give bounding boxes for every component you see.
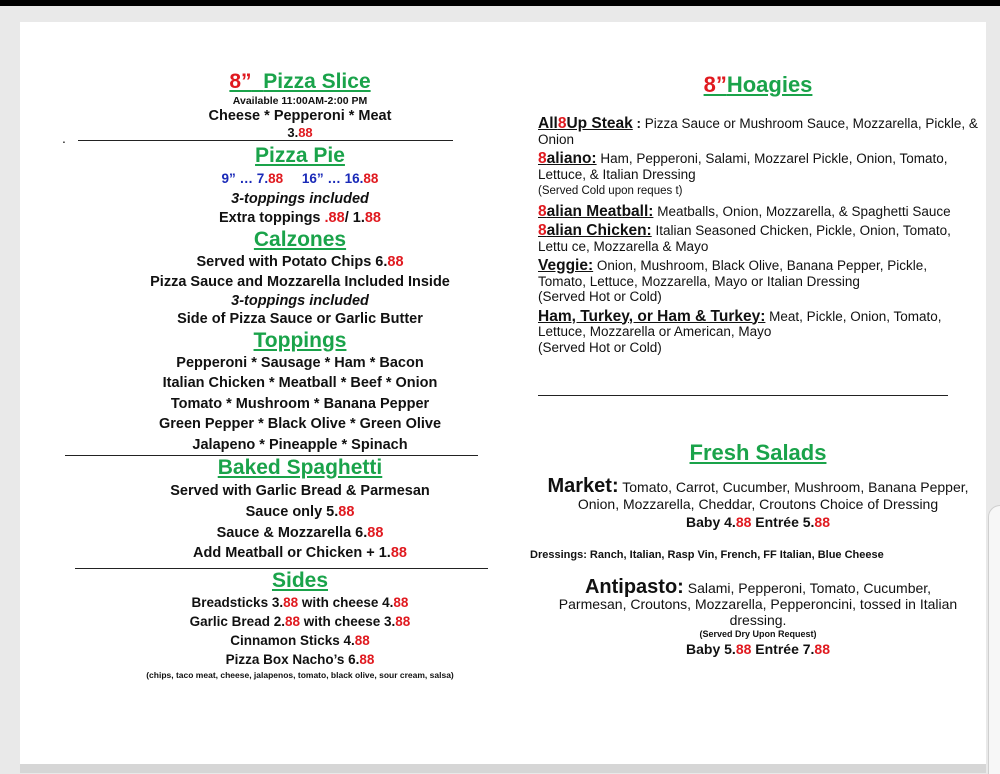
sides-breadsticks: Breadsticks 3.88 with cheese 4.88 <box>191 594 409 610</box>
pizza-slice-availability: Available 11:00AM-2:00 PM <box>232 95 368 107</box>
sides-garlic-bread: Garlic Bread 2.88 with cheese 3.88 <box>189 613 411 629</box>
hoagie-item: Ham, Turkey, or Ham & Turkey: Meat, Pickle, Onion, Tomato, Lettuce, Mozzarella or American, Mayo (Served Hot or Cold) <box>538 307 942 355</box>
spaghetti-sauce-mozzarella: Sauce & Mozzarella 6.88 <box>216 524 384 541</box>
calzones-side: Side of Pizza Sauce or Garlic Butter <box>177 310 423 327</box>
pizza-pie-sizes: 9” … 7.88 16” … 16.88 <box>221 171 379 186</box>
salad-dressings: Dressings: Ranch, Italian, Rasp Vin, French, FF Italian, Blue Cheese <box>530 549 884 561</box>
pizza-slice-price: 3.88 <box>287 125 313 140</box>
salad-market-price: Baby 4.88 Entrée 5.88 <box>686 514 830 530</box>
divider-4 <box>538 395 948 396</box>
salad-market: Market: Tomato, Carrot, Cucumber, Mushroom, Banana Pepper, Onion, Mozzarella, Cheddar, Croutons Choice of Dressing <box>547 475 969 512</box>
salad-antipasto-price: Baby 5.88 Entrée 7.88 <box>686 641 830 657</box>
spaghetti-add-meat: Add Meatball or Chicken + 1.88 <box>193 545 407 561</box>
sides-nacho-note: (chips, taco meat, cheese, jalapenos, tomato, black olive, sour cream, salsa) <box>146 669 454 680</box>
hoagie-item: 8aliano: Ham, Pepperoni, Salami, Mozzarel Pickle, Onion, Tomato, Lettuce, & Italian Dressing (Served Cold upon reques t) <box>538 150 948 197</box>
calzones-inside: Pizza Sauce and Mozzarella Included Inside <box>150 273 450 290</box>
pizza-pie-title: Pizza Pie <box>255 144 345 167</box>
left-column <box>60 70 540 681</box>
fresh-salads-title: Fresh Salads <box>689 440 827 465</box>
bullet-mark: . <box>62 130 66 146</box>
hoagies-title: 8”Hoagies <box>703 72 813 97</box>
pizza-slice-options: Cheese * Pepperoni * Meat <box>208 108 392 124</box>
sides-pizza-box-nachos: Pizza Box Nacho’s 6.88 <box>225 651 375 667</box>
hoagies-list <box>538 116 978 355</box>
baked-spaghetti-title: Baked Spaghetti <box>217 456 383 479</box>
toppings-line-5: Jalapeno * Pineapple * Spinach <box>192 436 408 453</box>
salad-antipasto-note: (Served Dry Upon Request) <box>699 629 817 639</box>
page-edge <box>988 505 1000 774</box>
spaghetti-sauce-only: Sauce only 5.88 <box>245 504 355 520</box>
right-column <box>530 70 978 658</box>
toppings-title: Toppings <box>253 328 347 352</box>
salad-antipasto: Antipasto: Salami, Pepperoni, Tomato, Cucumber, Parmesan, Croutons, Mozzarella, Pepperoncini, tossed in Italian dressing. <box>558 576 958 628</box>
hoagie-item: Veggie: Onion, Mushroom, Black Olive, Banana Pepper, Pickle, Tomato, Lettuce, Mozzarella, Mayo or Italian Dressing (Served Hot or Cold) <box>538 257 928 304</box>
calzones-chips: Served with Potato Chips 6.88 <box>196 254 404 270</box>
hoagie-item: 8alian Chicken: Italian Seasoned Chicken, Pickle, Onion, Tomato, Lettu ce, Mozzarella & Mayo <box>538 222 951 254</box>
top-bar <box>0 0 1000 6</box>
pizza-slice-title: 8” Pizza Slice <box>229 70 371 93</box>
bottom-bar <box>20 764 986 773</box>
hoagie-item: All8Up Steak : Pizza Sauce or Mushroom Sauce, Mozzarella, Pickle, & Onion <box>538 115 978 147</box>
divider-1 <box>78 140 453 141</box>
sides-title: Sides <box>271 568 329 592</box>
sides-cinnamon-sticks: Cinnamon Sticks 4.88 <box>230 632 370 648</box>
toppings-line-4: Green Pepper * Black Olive * Green Olive <box>158 416 442 432</box>
toppings-line-1: Pepperoni * Sausage * Ham * Bacon <box>176 354 424 371</box>
pizza-pie-toppings-included: 3-toppings included <box>231 191 369 207</box>
calzones-title: Calzones <box>253 228 347 251</box>
toppings-line-3: Tomato * Mushroom * Banana Pepper <box>170 395 430 412</box>
toppings-line-2: Italian Chicken * Meatball * Beef * Onion <box>162 375 438 391</box>
spaghetti-served: Served with Garlic Bread & Parmesan <box>170 483 430 499</box>
calzones-toppings-included: 3-toppings included <box>231 292 369 309</box>
hoagie-item: 8alian Meatball: Meatballs, Onion, Mozzarella, & Spaghetti Sauce <box>538 202 951 220</box>
pizza-pie-extra-toppings: Extra toppings .88/ 1.88 <box>218 210 381 226</box>
